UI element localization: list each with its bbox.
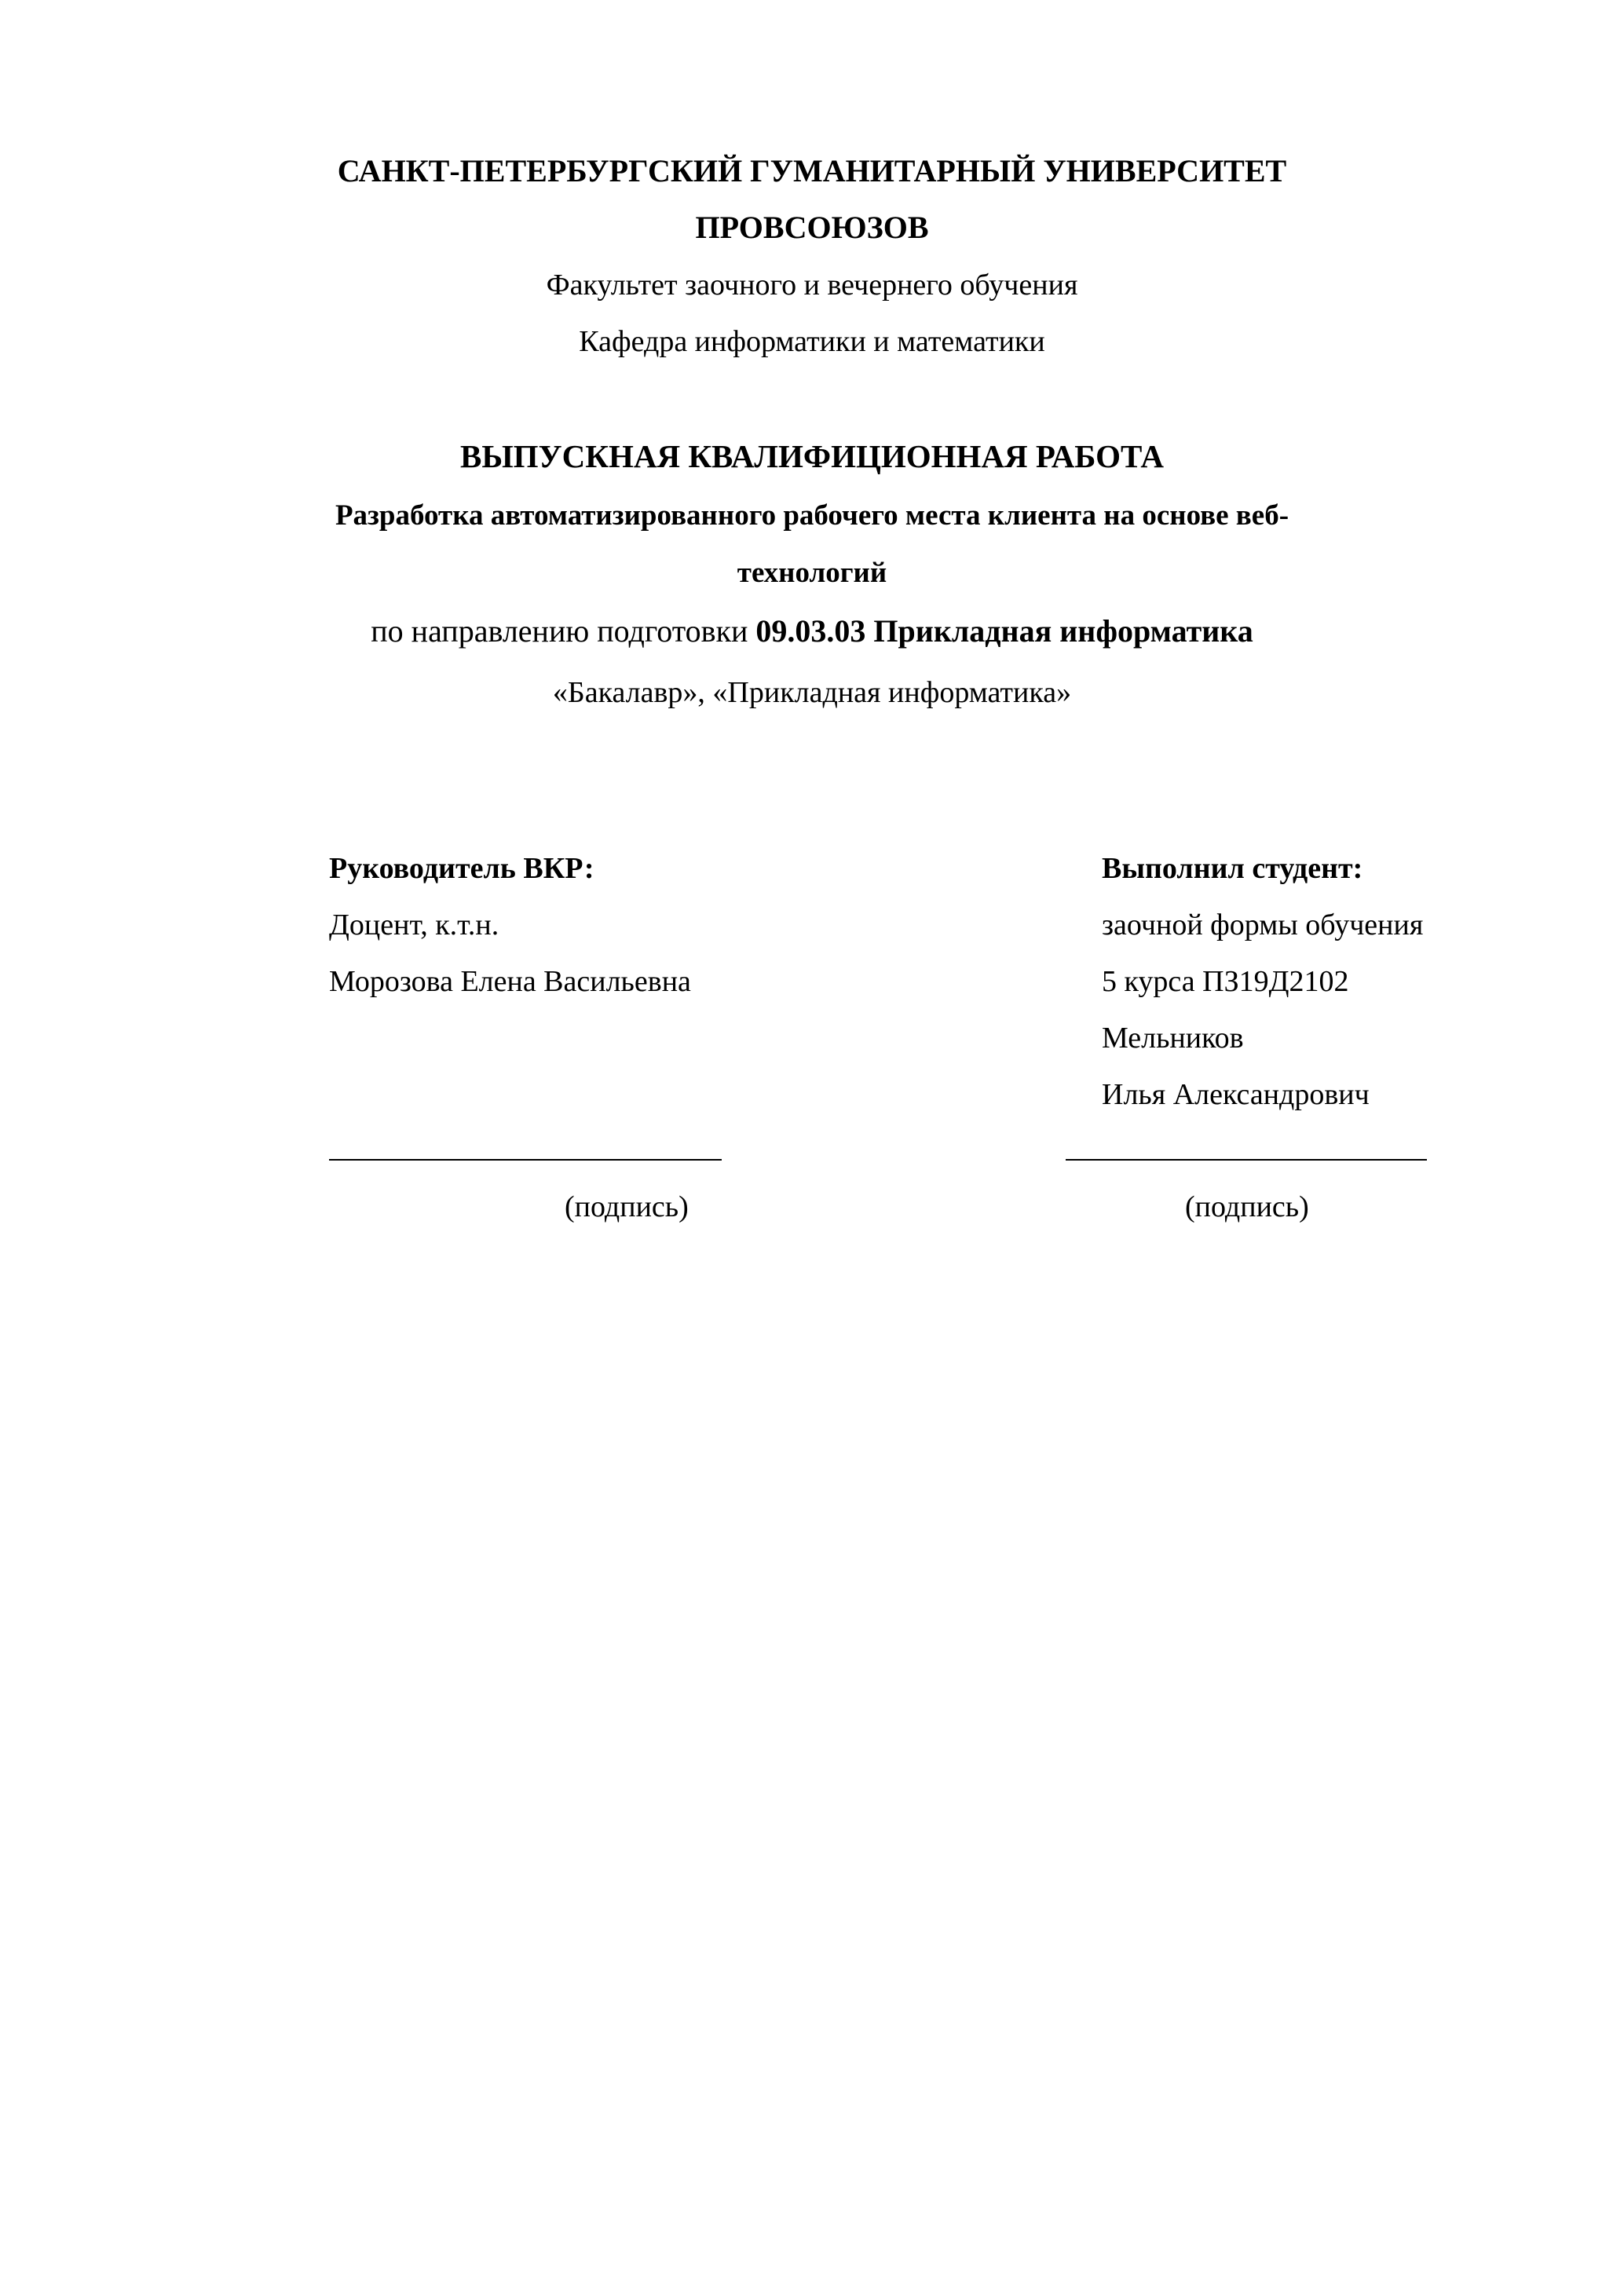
study-direction-code: 09.03.03 Прикладная информатика: [755, 613, 1253, 649]
degree-profile: «Бакалавр», «Прикладная информатика»: [552, 676, 1072, 709]
student-signature-caption: (подпись): [1185, 1190, 1309, 1223]
supervisor-signature-line: [329, 1159, 722, 1161]
study-direction-prefix: по направлению подготовки: [371, 613, 756, 649]
student-given-names: Илья Александрович: [1102, 1078, 1370, 1111]
student-heading: Выполнил студент:: [1102, 852, 1363, 885]
university-name-line2: ПРОВСОЮЗОВ: [695, 210, 929, 245]
thesis-topic-line1: Разработка автоматизированного рабочего места клиента на основе веб-: [335, 499, 1289, 532]
supervisor-heading: Руководитель ВКР:: [329, 852, 594, 885]
work-type-title: ВЫПУСКНАЯ КВАЛИФИЦИОННАЯ РАБОТА: [460, 438, 1164, 474]
student-surname: Мельников: [1102, 1022, 1244, 1055]
supervisor-name: Морозова Елена Васильевна: [329, 965, 691, 998]
university-name-line1: САНКТ-ПЕТЕРБУРГСКИЙ ГУМАНИТАРНЫЙ УНИВЕРСИТЕТ: [337, 153, 1287, 188]
thesis-topic-line2: технологий: [737, 557, 887, 589]
student-course-group: 5 курса ПЗ19Д2102: [1102, 965, 1349, 998]
study-direction: [0, 613, 1624, 649]
student-signature-line: [1066, 1159, 1427, 1161]
supervisor-position: Доцент, к.т.н.: [329, 909, 499, 941]
department-name: Кафедра информатики и математики: [579, 325, 1045, 358]
faculty-name: Факультет заочного и вечернего обучения: [546, 269, 1078, 302]
supervisor-signature-caption: (подпись): [565, 1190, 689, 1223]
student-study-form: заочной формы обучения: [1102, 909, 1424, 941]
